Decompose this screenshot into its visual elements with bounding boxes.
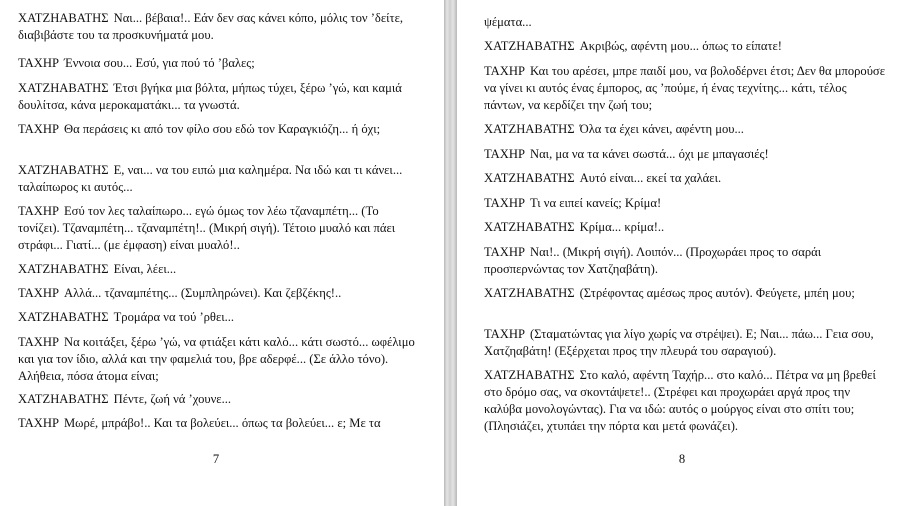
speaker-name: ΧΑΤΖΗΑΒΑΤΗΣ xyxy=(484,39,575,53)
speaker-name: ΤΑΧΗΡ xyxy=(18,416,59,430)
speaker-name: ΤΑΧΗΡ xyxy=(18,286,59,300)
speaker-name: ΧΑΤΖΗΑΒΑΤΗΣ xyxy=(18,11,109,25)
speaker-name: ΧΑΤΖΗΑΒΑΤΗΣ xyxy=(18,262,109,276)
speaker-name: ΧΑΤΖΗΑΒΑΤΗΣ xyxy=(484,286,575,300)
paragraph xyxy=(18,55,422,72)
speaker-name: ΧΑΤΖΗΑΒΑΤΗΣ xyxy=(18,310,109,324)
speaker-name: ΧΑΤΖΗΑΒΑΤΗΣ xyxy=(484,171,575,185)
dialogue-text: Να κοιτάξει, ξέρω ’γώ, να φτιάξει κάτι καλό... κάτι σωστό... ωφέλιμο και για τον ίδιο, αλλά και την φαμελιά του, βρε αδερφέ... (Σε άλλο τόνο). Αλήθεια, πόσα άτομα είναι; xyxy=(18,335,415,383)
paragraph xyxy=(484,285,886,302)
dialogue-text: Στο καλό, αφέντη Ταχήρ... στο καλό... Πέτρα να μη βρεθεί στο δρόμο σας, να σκοντάψετε!.. (Στρέφει και προχωράει αργά προς την καλύβα μονολογώντας). Για να ιδώ: αυτός ο μούργος είναι στο σπίτι του; (Πλησιάζει, χτυπάει την πόρτα και μετά φωνάζει). xyxy=(484,368,876,433)
dialogue-text: Ακριβώς, αφέντη μου... όπως το είπατε! xyxy=(579,39,782,53)
dialogue-text: Όλα τα έχει κάνει, αφέντη μου... xyxy=(579,122,744,136)
dialogue-text: Ναι!.. (Μικρή σιγή). Λοιπόν... (Προχωράει προς το σαράι προσπερνώντας τον Χατζηαβάτη). xyxy=(484,245,822,276)
paragraph xyxy=(18,334,422,385)
speaker-name: ΤΑΧΗΡ xyxy=(484,64,525,78)
dialogue-text: Πέντε, ζωή νά ’χουνε... xyxy=(113,392,232,406)
speaker-name: ΤΑΧΗΡ xyxy=(18,204,59,218)
dialogue-text: Τι να ειπεί κανείς; Κρίμα! xyxy=(529,196,662,210)
speaker-name: ΤΑΧΗΡ xyxy=(484,327,525,341)
paragraph xyxy=(18,415,422,432)
dialogue-text: Αυτό είναι... εκεί τα χαλάει. xyxy=(579,171,722,185)
paragraph xyxy=(484,146,886,163)
speaker-name: ΤΑΧΗΡ xyxy=(484,147,525,161)
page-gutter xyxy=(444,0,457,506)
dialogue-text: Έννοια σου... Εσύ, για πού τό ’βαλες; xyxy=(63,56,255,70)
speaker-name: ΧΑΤΖΗΑΒΑΤΗΣ xyxy=(484,220,575,234)
right-page xyxy=(457,0,901,506)
dialogue-text: Μωρέ, μπράβο!.. Και τα βολεύει... όπως τα βολεύει... ε; Με τα xyxy=(63,416,381,430)
dialogue-text: Αλλά... τζαναμπέτης... (Συμπληρώνει). Και ζεβζέκης!.. xyxy=(63,286,342,300)
dialogue-text: Κρίμα... κρίμα!.. xyxy=(579,220,665,234)
paragraph xyxy=(18,203,422,254)
dialogue-text: Ναι, μα να τα κάνει σωστά... όχι με μπαγασιές! xyxy=(529,147,769,161)
dialogue-text: Ναι... βέβαια!.. Εάν δεν σας κάνει κόπο, μόλις τον ’δείτε, διαβιβάστε του τα προσκυνήματά μου. xyxy=(18,11,404,42)
speaker-name: ΧΑΤΖΗΑΒΑΤΗΣ xyxy=(18,163,109,177)
page-number: 8 xyxy=(678,452,686,466)
paragraph xyxy=(484,219,886,236)
paragraph xyxy=(484,121,886,138)
paragraph xyxy=(484,326,886,360)
paragraph xyxy=(18,121,422,138)
speaker-name: ΧΑΤΖΗΑΒΑΤΗΣ xyxy=(18,81,109,95)
speaker-name: ΧΑΤΖΗΑΒΑΤΗΣ xyxy=(18,392,109,406)
left-page xyxy=(0,0,444,506)
dialogue-text: Θα περάσεις κι από τον φίλο σου εδώ τον Καραγκιόζη... ή όχι; xyxy=(63,122,381,136)
paragraph xyxy=(18,80,422,114)
dialogue-text: (Σταματώντας για λίγο χωρίς να στρέψει). Ε; Ναι... πάω... Γεια σου, Χατζηαβάτη! (Εξέρχεται προς την πλευρά του σαραγιού). xyxy=(484,327,874,358)
paragraph xyxy=(18,10,422,44)
dialogue-text: (Στρέφοντας αμέσως προς αυτόν). Φεύγετε, μπέη μου; xyxy=(579,286,855,300)
paragraph xyxy=(484,14,886,31)
dialogue-text: Είναι, λέει... xyxy=(113,262,177,276)
speaker-name: ΤΑΧΗΡ xyxy=(484,196,525,210)
paragraph xyxy=(18,285,422,302)
dialogue-text: Ε, ναι... να του ειπώ μια καλημέρα. Να ιδώ και τι κάνει... ταλαίπωρος κι αυτός... xyxy=(18,163,403,194)
paragraph xyxy=(18,391,422,408)
paragraph xyxy=(484,38,886,55)
speaker-name: ΧΑΤΖΗΑΒΑΤΗΣ xyxy=(484,122,575,136)
paragraph xyxy=(484,367,886,435)
paragraph xyxy=(18,309,422,326)
dialogue-text: Τρομάρα να τού ’ρθει... xyxy=(113,310,235,324)
speaker-name: ΤΑΧΗΡ xyxy=(484,245,525,259)
paragraph xyxy=(484,170,886,187)
paragraph xyxy=(18,162,422,196)
speaker-name: ΤΑΧΗΡ xyxy=(18,56,59,70)
speaker-name: ΧΑΤΖΗΑΒΑΤΗΣ xyxy=(484,368,575,382)
paragraph xyxy=(484,63,886,114)
page-number: 7 xyxy=(212,452,220,466)
dialogue-text: Έτσι βγήκα μια βόλτα, μήπως τύχει, ξέρω ’γώ, και καμιά δουλίτσα, κάνα μεροκαματάκι... τα γνωστά. xyxy=(18,81,402,112)
paragraph xyxy=(484,244,886,278)
dialogue-text: Εσύ τον λες ταλαίπωρο... εγώ όμως τον λέω τζαναμπέτη... (Το τονίζει). Τζαναμπέτη... τζαναμπέτη!.. (Μικρή σιγή). Τέτοιο μυαλό και πάει στράφι... Γιατί... (με έμφαση) είναι μυαλό!.. xyxy=(18,204,396,252)
paragraph xyxy=(484,195,886,212)
speaker-name: ΤΑΧΗΡ xyxy=(18,335,59,349)
dialogue-text: Και του αρέσει, μπρε παιδί μου, να βολοδέρνει έτσι; Δεν θα μπορούσε να γίνει κι αυτός ένας έμπορος, ας ’πούμε, ή ένας τεχνίτης... κάτι, τέλος πάντων, να κερδίζει την ζωή του; xyxy=(484,64,886,112)
dialogue-text: ψέματα... xyxy=(484,15,532,29)
paragraph xyxy=(18,261,422,278)
speaker-name: ΤΑΧΗΡ xyxy=(18,122,59,136)
